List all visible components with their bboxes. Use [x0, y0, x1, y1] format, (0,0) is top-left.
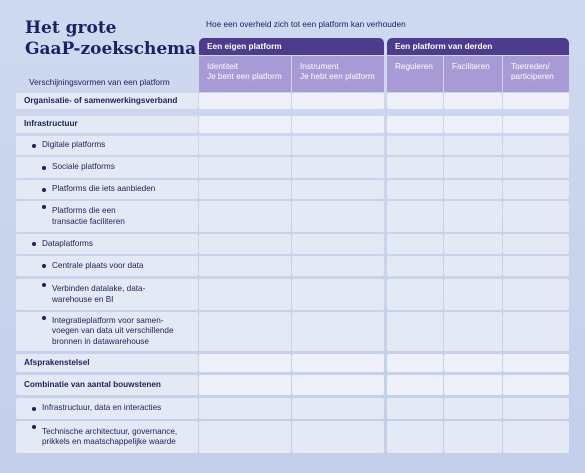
bullet-icon — [42, 166, 46, 170]
row-label — [16, 116, 198, 133]
row-label-line: Digitale platforms — [42, 140, 106, 150]
row-label — [16, 234, 198, 254]
grid-cell — [199, 421, 291, 453]
grid-cell — [387, 136, 443, 155]
grid-cell — [503, 157, 569, 178]
row-label-text — [24, 358, 90, 369]
bullet-icon — [42, 264, 46, 268]
bullet-icon — [32, 144, 36, 148]
grid-cell — [503, 180, 569, 199]
grid-cell — [199, 375, 291, 395]
grid-cell — [387, 256, 443, 276]
grid-cell — [503, 116, 569, 133]
grid-cell — [444, 201, 502, 232]
grid-cell — [292, 201, 384, 232]
grid-cell — [387, 398, 443, 419]
bullet-icon — [32, 407, 36, 411]
row-label-line: Organisatie- of samenwerkingsverband — [24, 95, 178, 105]
row-label — [16, 180, 198, 199]
row-label — [16, 256, 198, 276]
grid-cell — [292, 279, 384, 310]
grid-cell — [503, 421, 569, 453]
row-label — [16, 157, 198, 178]
column-header-identiteit — [199, 56, 291, 92]
row-label-text — [42, 140, 105, 151]
column-header-line: Je hebt een platform — [300, 72, 375, 81]
grid-cell — [199, 234, 291, 254]
bullet-icon — [42, 188, 46, 192]
row-label — [16, 398, 198, 419]
row-label-line: Platforms die iets aanbieden — [52, 184, 156, 194]
grid-cell — [199, 201, 291, 232]
row-label-text — [42, 403, 161, 414]
row-label-line: Platforms die een — [52, 206, 116, 215]
row-label-line: Infrastructuur, data en interacties — [42, 403, 162, 413]
grid-cell — [444, 398, 502, 419]
column-header-line: Instrument — [300, 62, 339, 71]
row-label-text — [24, 96, 177, 107]
row-label-text — [42, 427, 177, 448]
bullet-icon — [42, 205, 46, 209]
grid-cell — [199, 93, 291, 109]
grid-cell — [503, 256, 569, 276]
row-label-line: Infrastructuur — [24, 119, 78, 129]
grid-cell — [199, 116, 291, 133]
grid-cell — [292, 136, 384, 155]
row-label-line: Dataplatforms — [42, 238, 93, 248]
grid-cell — [444, 256, 502, 276]
row-label-text — [52, 184, 155, 195]
grid-cell — [387, 312, 443, 351]
row-label — [16, 375, 198, 395]
row-label-line: voegen van data uit verschillende — [52, 326, 174, 336]
row-label-line: bronnen in datawarehouse — [52, 336, 149, 346]
row-label-line: Centrale plaats voor data — [52, 260, 144, 270]
page-title — [25, 18, 196, 60]
grid-cell — [444, 354, 502, 372]
row-label-text — [42, 239, 93, 250]
row-label-line: Verbinden datalake, data- — [52, 284, 146, 293]
grid-cell — [292, 93, 384, 109]
grid-cell — [503, 136, 569, 155]
row-label-text — [52, 316, 174, 348]
column-header-faciliteren — [444, 56, 502, 92]
row-label-line: prikkels en maatschappelijke waarde — [42, 437, 176, 446]
grid-cell — [387, 279, 443, 310]
row-label-line: Sociale platforms — [52, 162, 115, 172]
rows-header: Verschijningsvormen van een platform — [29, 77, 170, 87]
row-label-line: Integratieplatform voor samen- — [52, 315, 164, 325]
row-label-text — [52, 206, 125, 227]
grid-cell — [503, 312, 569, 351]
bullet-icon — [32, 425, 36, 429]
title-line-2: GaaP-zoekschema — [25, 39, 197, 59]
row-label — [16, 136, 198, 155]
grid-cell — [444, 312, 502, 351]
row-label-line: Afsprakenstelsel — [24, 357, 90, 367]
row-label-line: warehouse en BI — [52, 294, 114, 304]
grid-cell — [387, 375, 443, 395]
grid-cell — [292, 421, 384, 453]
title-line-1: Het grote — [25, 18, 117, 38]
column-header-line: Identiteit — [207, 62, 238, 71]
grid-cell — [387, 157, 443, 178]
grid-cell — [387, 201, 443, 232]
row-label-text — [52, 284, 145, 305]
grid-cell — [444, 180, 502, 199]
row-label — [16, 354, 198, 372]
grid-cell — [292, 157, 384, 178]
grid-cell — [503, 398, 569, 419]
grid-cell — [387, 421, 443, 453]
grid-cell — [387, 234, 443, 254]
grid-cell — [292, 180, 384, 199]
grid-cell — [503, 201, 569, 232]
grid-cell — [503, 354, 569, 372]
grid-cell — [199, 180, 291, 199]
grid-cell — [503, 279, 569, 310]
grid-cell — [199, 312, 291, 351]
grid-cell — [387, 180, 443, 199]
group-header-own-platform: Een eigen platform — [199, 38, 384, 55]
column-header-line: Toetreden/ — [511, 62, 550, 71]
grid-cell — [292, 256, 384, 276]
grid-cell — [199, 256, 291, 276]
grid-cell — [292, 116, 384, 133]
grid-cell — [503, 93, 569, 109]
grid-cell — [444, 93, 502, 109]
row-label — [16, 93, 198, 109]
grid-cell — [503, 234, 569, 254]
row-label — [16, 421, 198, 453]
row-label — [16, 312, 198, 351]
grid-cell — [292, 234, 384, 254]
grid-cell — [199, 398, 291, 419]
grid-cell — [199, 279, 291, 310]
column-header-line: participeren — [511, 72, 554, 81]
column-header-line: Faciliteren — [452, 62, 490, 71]
column-header-line: Je bent een platform — [207, 72, 282, 81]
row-label-text — [24, 380, 161, 391]
bullet-icon — [32, 242, 36, 246]
grid-cell — [292, 398, 384, 419]
grid-cell — [387, 116, 443, 133]
row-label-line: transactie faciliteren — [52, 216, 125, 226]
columns-question: Hoe een overheid zich tot een platform kan verhouden — [206, 19, 406, 29]
grid-cell — [444, 421, 502, 453]
grid-cell — [444, 375, 502, 395]
row-label — [16, 279, 198, 310]
grid-cell — [387, 93, 443, 109]
grid-cell — [292, 375, 384, 395]
column-header-toetreden — [503, 56, 569, 92]
grid-cell — [199, 157, 291, 178]
grid-cell — [444, 279, 502, 310]
column-header-instrument — [292, 56, 384, 92]
column-header-reguleren — [387, 56, 443, 92]
row-label-line: Technische architectuur, governance, — [42, 426, 178, 436]
bullet-icon — [42, 283, 46, 287]
grid-cell — [387, 354, 443, 372]
group-header-third-party-platform: Een platform van derden — [387, 38, 569, 55]
row-label-line: Combinatie van aantal bouwstenen — [24, 379, 161, 389]
column-header-line: Reguleren — [395, 62, 433, 71]
row-label-text — [52, 261, 143, 272]
grid-cell — [292, 354, 384, 372]
grid-cell — [503, 375, 569, 395]
grid-cell — [444, 136, 502, 155]
grid-cell — [444, 234, 502, 254]
bullet-icon — [42, 316, 46, 320]
grid-cell — [444, 116, 502, 133]
row-label-text — [24, 119, 78, 130]
grid-cell — [199, 354, 291, 372]
grid-cell — [444, 157, 502, 178]
grid-cell — [292, 312, 384, 351]
grid-cell — [199, 136, 291, 155]
row-label — [16, 201, 198, 232]
row-label-text — [52, 162, 115, 173]
